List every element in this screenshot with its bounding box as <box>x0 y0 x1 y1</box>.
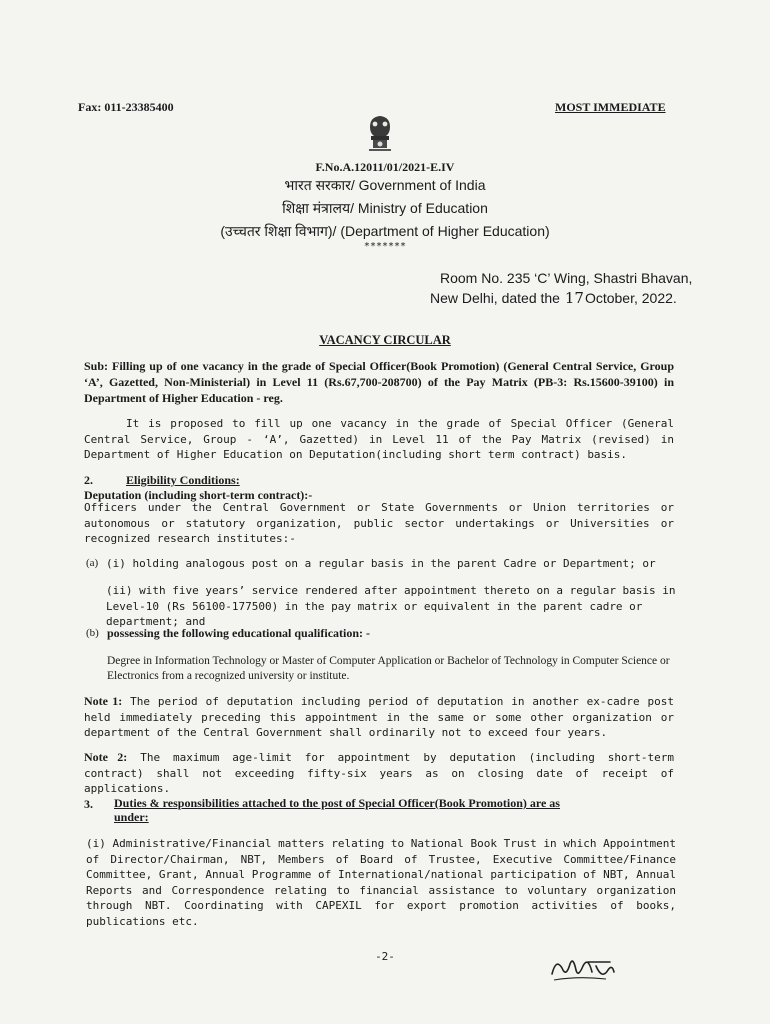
national-emblem-icon <box>364 113 396 159</box>
duties-item-i: (i) Administrative/Financial matters relating to National Book Trust in which Appointment of Director/Chairman, NBT, Members of Board of Trustee, Executive Committee/Finance Committee, Grant, Annual Programme of International/national participation of NBT, Annual Reports and Correspondence relating to financial assistance to voluntary organization through NBT. Coordinating with CAPEXIL for export promotion activities of books, publications etc. <box>86 837 676 928</box>
clause-b-label: (b) <box>86 627 99 639</box>
qualification-text: Degree in Information Technology or Master of Computer Application or Bachelor of Technology in Computer Science or Electronics from a recognized university or institute. <box>107 655 670 682</box>
handwritten-date: 17 <box>564 289 584 307</box>
section-3-number: 3. <box>84 797 93 811</box>
intro-paragraph: It is proposed to fill up one vacancy in the grade of Special Officer (General Central Service, Group - ‘A’, Gazetted) in Level 11 of the Pay Matrix (revised) in Department of Higher Education on Deputation(including short term contract) basis. <box>84 417 674 461</box>
section-2-number: 2. <box>84 473 93 487</box>
dated-prefix: New Delhi, dated the <box>430 290 560 306</box>
section-3-heading: Duties & responsibilities attached to the post of Special Officer(Book Promotion) are as <box>114 796 560 810</box>
subject-paragraph: Sub: Filling up of one vacancy in the grade of Special Officer(Book Promotion) (General Central Service, Group ‘A’, Gazetted, Non-Ministerial) in Level 11 (Rs.67,700-208700) of the Pay Matrix (PB-3: Rs.15600-39100) in Department of Higher Education - reg. <box>84 359 674 405</box>
dated-suffix: October, 2022. <box>584 290 677 306</box>
note-2-text: The maximum age-limit for appointment by deputation (including short-term contract) shall not exceeding fifty-six years as on closing date of receipt of applications. <box>84 751 674 795</box>
page-number: -2- <box>375 950 395 963</box>
clause-a-ii: (ii) with five years’ service rendered after appointment thereto on a regular basis in Level-10 (Rs 56100-177500) in the pay matrix or equivalent in the parent cadre or department; and <box>106 584 676 628</box>
clause-a-i: (i) holding analogous post on a regular basis in the parent Cadre or Department; or <box>106 557 656 570</box>
priority-label: MOST IMMEDIATE <box>555 100 666 114</box>
deputation-subheading: Deputation (including short-term contract):- <box>84 488 313 502</box>
dated-line <box>430 289 677 307</box>
note-1 <box>84 694 674 741</box>
document-title: VACANCY CIRCULAR <box>319 333 451 347</box>
note-2 <box>84 750 674 797</box>
clause-b-heading: possessing the following educational qualification: - <box>107 626 371 640</box>
file-number: F.No.A.12011/01/2021-E.IV <box>315 160 455 174</box>
section-3-heading-cont: under: <box>114 810 149 824</box>
separator-stars: ******* <box>363 241 407 252</box>
government-heading: भारत सरकार/ Government of India <box>284 177 486 193</box>
clause-a-label: (a) <box>86 557 99 569</box>
note-1-text: The period of deputation including period of deputation in another ex-cadre post held immediately preceding this appointment in the same or some other organization or department of the Central Government shall ordinarily not to exceed four years. <box>84 695 675 739</box>
office-address: Room No. 235 ‘C’ Wing, Shastri Bhavan, <box>440 270 693 286</box>
fax-number: Fax: 011-23385400 <box>78 100 174 114</box>
department-heading: (उच्चतर शिक्षा विभाग)/ (Department of Higher Education) <box>220 223 550 239</box>
signature <box>548 952 618 990</box>
eligibility-text: Officers under the Central Government or State Governments or Union territories or autonomous or statutory organization, public sector undertakings or Universities or recognized research institutes:- <box>84 501 674 545</box>
note-1-label: Note 1: <box>84 694 123 708</box>
section-2-heading: Eligibility Conditions: <box>126 473 240 487</box>
ministry-heading: शिक्षा मंत्रालय/ Ministry of Education <box>282 200 488 216</box>
note-2-label: Note 2: <box>84 750 128 764</box>
